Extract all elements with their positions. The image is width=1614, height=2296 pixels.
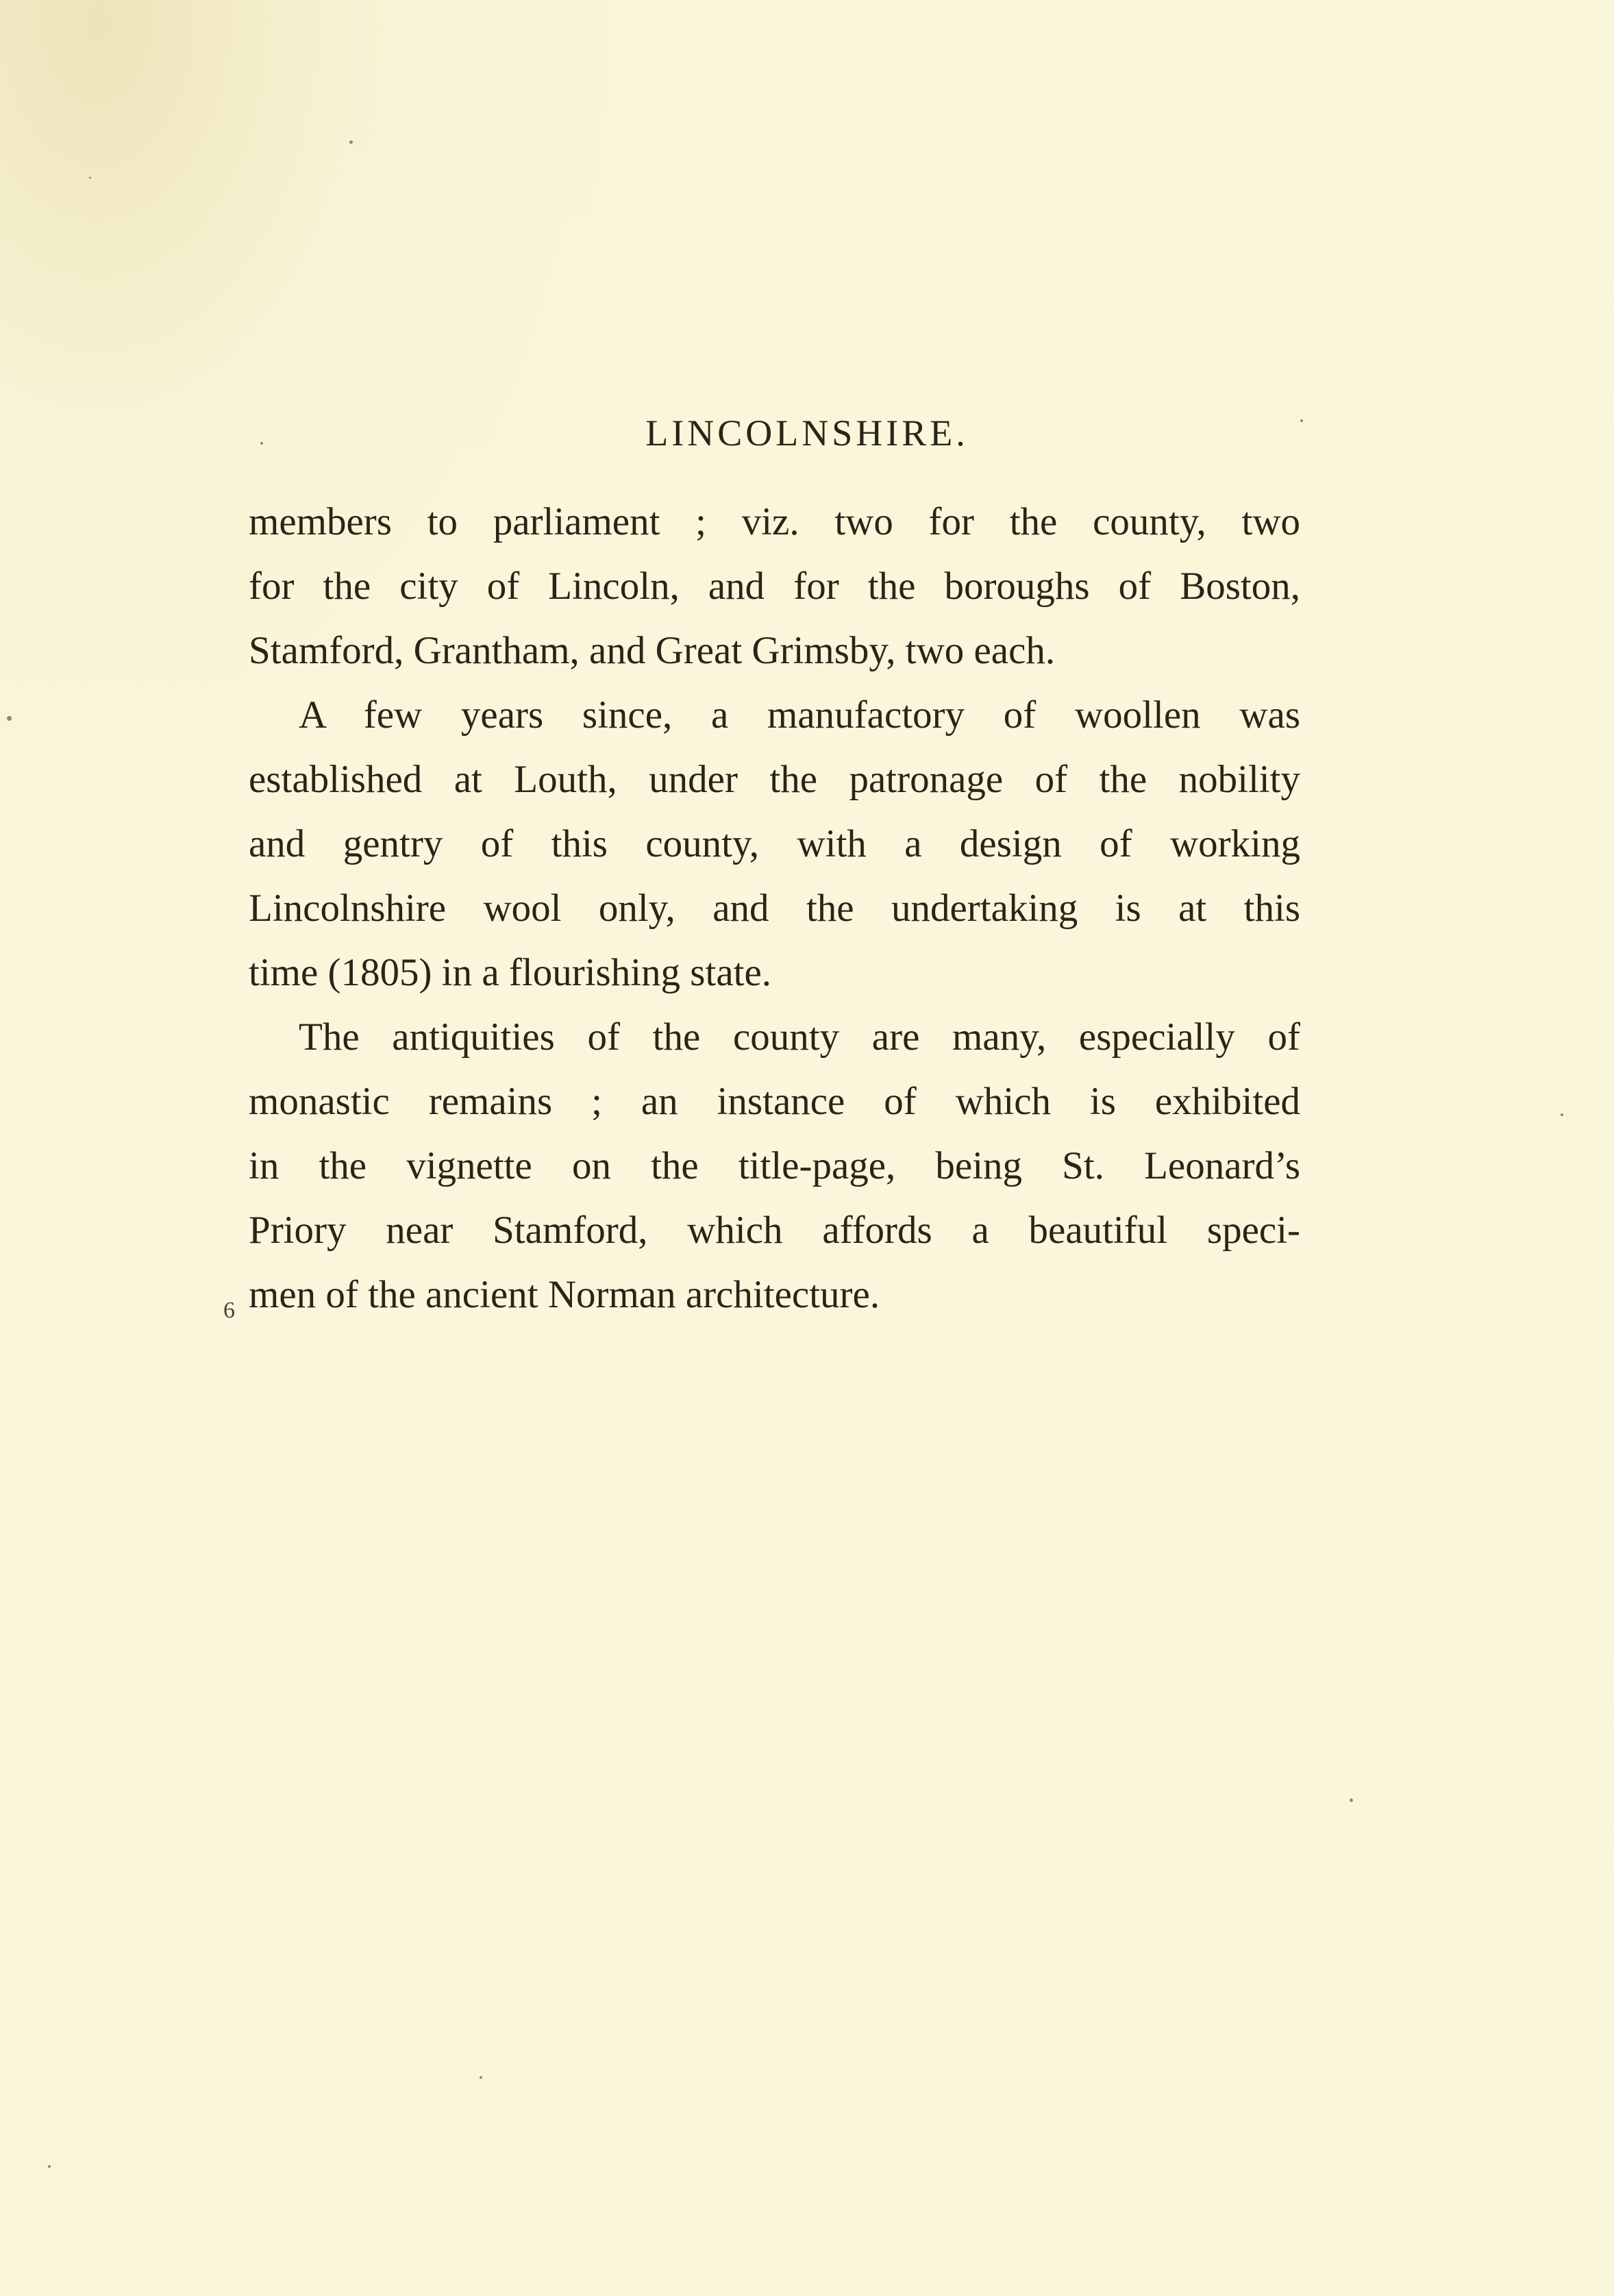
running-head: LINCOLNSHIRE. — [645, 412, 969, 454]
paper-speck — [1300, 419, 1303, 422]
text-line: and gentry of this county, with a design of working — [249, 822, 1300, 865]
text-line: time (1805) in a flourishing state. — [249, 951, 772, 994]
text-line: in the vignette on the title-page, being St. Leonard’s — [249, 1144, 1300, 1187]
text-line: Priory near Stamford, which affords a beautiful speci- — [249, 1209, 1300, 1252]
paper-speck — [1561, 1113, 1563, 1116]
paper-speck — [48, 2165, 51, 2168]
paper-speck — [480, 2076, 482, 2079]
text-line: men of the ancient Norman architecture. — [249, 1273, 880, 1316]
text-line: The antiquities of the county are many, especially of — [299, 1015, 1300, 1059]
text-line: monastic remains ; an instance of which is exhibited — [249, 1080, 1300, 1123]
text-line: established at Louth, under the patronage of the nobility — [249, 758, 1300, 801]
margin-mark: 6 — [223, 1298, 235, 1323]
text-line: Stamford, Grantham, and Great Grimsby, two each. — [249, 629, 1056, 672]
body-text — [249, 490, 1300, 1327]
text-line: for the city of Lincoln, and for the boroughs of Boston, — [249, 565, 1300, 608]
paper-speck — [349, 140, 353, 144]
paper-speck — [1350, 1799, 1353, 1802]
paper-speck — [7, 716, 12, 721]
paper-speck — [89, 177, 91, 179]
text-line: A few years since, a manufactory of woollen was — [299, 693, 1300, 737]
text-line: Lincolnshire wool only, and the undertaking is at this — [249, 887, 1300, 930]
text-line: members to parliament ; viz. two for the county, two — [249, 500, 1300, 543]
paper-speck — [260, 442, 263, 445]
